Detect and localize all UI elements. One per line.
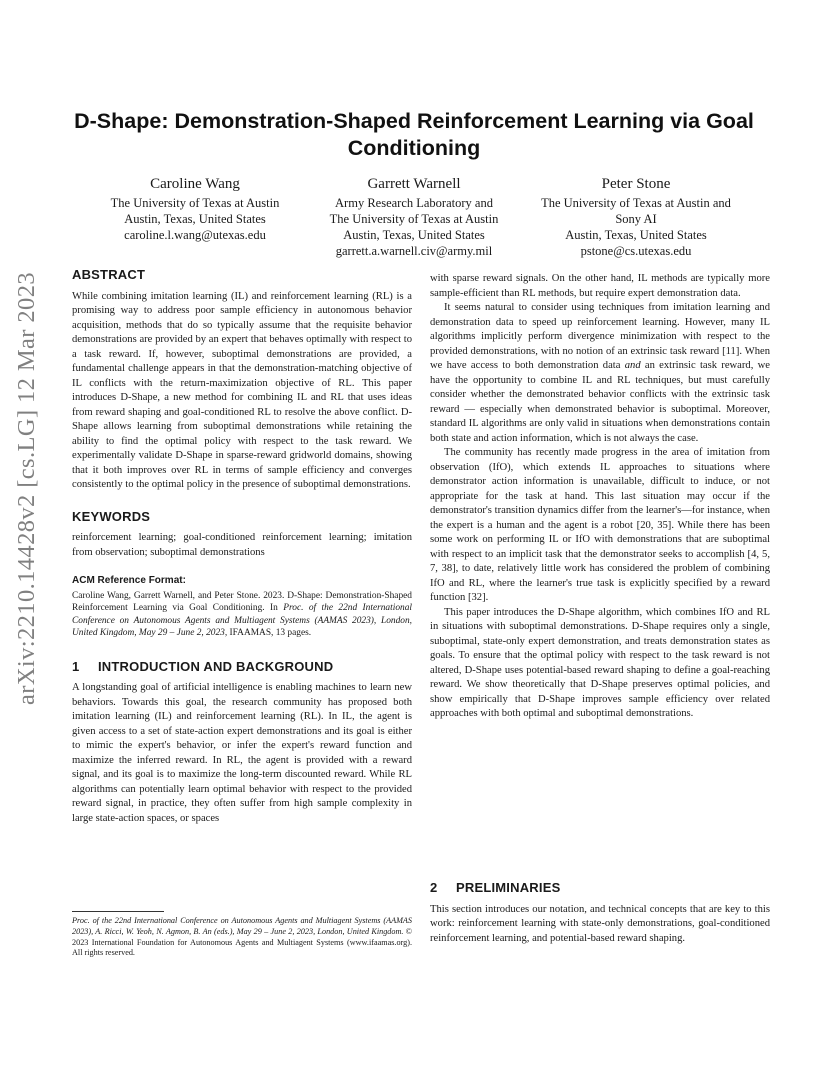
- abstract-heading: ABSTRACT: [72, 267, 146, 282]
- section-1-heading: [72, 660, 412, 675]
- author-email: garrett.a.warnell.civ@army.mil: [335, 244, 493, 258]
- paper-title: D-Shape: Demonstration-Shaped Reinforcement Learning via Goal Conditioning: [74, 109, 754, 160]
- keywords-text: reinforcement learning; goal-conditioned reinforcement learning; imitation from observation; suboptimal demonstrations: [72, 532, 412, 558]
- acm-ref-text: [72, 590, 412, 640]
- author-location: Austin, Texas, United States: [343, 228, 485, 242]
- section-title: INTRODUCTION AND BACKGROUND: [98, 658, 334, 674]
- section-number: 2: [430, 880, 438, 895]
- acm-ref-heading: ACM Reference Format:: [72, 575, 186, 586]
- emphasis: and: [624, 360, 641, 371]
- author-affiliation: Sony AI: [615, 212, 657, 226]
- author-name: Garrett Warnell: [367, 176, 461, 192]
- body-paragraph: with sparse reward signals. On the other hand, IL methods are typically more sample-efficient than RL methods, but require expert demonstration data.: [430, 273, 770, 299]
- footnote-divider: [72, 911, 164, 912]
- author-2: [313, 174, 515, 259]
- preliminaries-paragraph: This section introduces our notation, and technical concepts that are key to this work: reinforcement learning with state-only demonstrations, goal-conditioned reinforcement learning, and potential-based reward shaping.: [430, 903, 770, 944]
- intro-paragraph: A longstanding goal of artificial intelligence is enabling machines to learn new behaviors. Towards this goal, the research community has proposed both imitation learning (IL) and reinforcement learning (RL). In IL, the agent is given access to a set of state-action expert demonstrations and its goal is either to mimic the expert's behavior, or infer the expert's reward function and maximize the inferred reward. In RL, the agent is provided with a reward signal, and its goal is to maximize the long-term discounted reward. While RL algorithms can potentially learn optimal behavior with respect to the provided reward signal, in practice, they often suffer from high sample complexity in large state-action spaces, or spaces: [72, 682, 412, 824]
- keywords-heading: KEYWORDS: [72, 508, 151, 524]
- acm-ref-venue: Proc. of the 22nd International Conference on Autonomous Agents and Multiagent Systems (AAMAS 2023), London, United Kingdom, May 29 – June 2, 2023,: [72, 603, 412, 639]
- acm-ref-part: IFAAMAS, 13 pages.: [227, 628, 312, 639]
- footnote: [72, 916, 412, 959]
- section-number: 1: [72, 658, 80, 674]
- author-email: caroline.l.wang@utexas.edu: [124, 228, 266, 242]
- author-1: [95, 174, 295, 243]
- author-affiliation: The University of Texas at Austin: [110, 196, 280, 210]
- text-run: an extrinsic task reward, we have the opportunity to combine IL and RL techniques, but must carefully consider whether the demonstrated behavior conflicts with the extrinsic task reward — especially when demonstrated behavior is suboptimal. Moreover, standard IL algorithms are only valid in situations when demonstrations contain both state and action information, which is not always the case.: [430, 360, 770, 444]
- body-paragraph: This paper introduces the D-Shape algorithm, which combines IfO and RL in situations with suboptimal demonstrations. D-Shape requires only a single, suboptimal, state-only expert demonstration, and treats demonstration states as goals. To ensure that the optimal policy with respect to the task reward is not altered, D-Shape uses potential-based reward shaping to define a goal-reaching reward. We show theoretically that D-Shape preserves optimal policies, and show empirically that D-Shape improves sample efficiency over related approaches with both optimal and suboptimal demonstrations.: [430, 606, 770, 719]
- section-title: PRELIMINARIES: [456, 880, 561, 895]
- text-run: It seems natural to consider using techniques from imitation learning and demonstration data to speed up reinforcement learning. However, many IL algorithms implicitly perform divergence minimization with respect to the provided demonstrations, with no notion of an extrinsic task reward [11]. When we have access to both demonstration data: [430, 302, 770, 371]
- author-affiliation: The University of Texas at Austin and: [541, 196, 731, 210]
- author-location: Austin, Texas, United States: [565, 228, 707, 242]
- section-2-heading: [430, 881, 770, 896]
- arxiv-stamp: arXiv:2210.14428v2 [cs.LG] 12 Mar 2023: [13, 272, 40, 705]
- abstract-text: While combining imitation learning (IL) and reinforcement learning (RL) is a promising way to address poor sample efficiency in autonomous behavior acquisition, methods that do so typically assume that the requisite behavior demonstrations are provided by an expert that behaves optimally with respect to a task reward. If, however, suboptimal demonstrations are provided, a fundamental challenge appears in that the demonstration-matching objective of IL conflicts with the return-maximization objective of RL. This paper introduces D-Shape, a new method for combining IL and RL that uses ideas from reward shaping and goal-conditioned RL to resolve the above conflict. D-Shape allows learning from suboptimal demonstrations while retaining the ability to find the optimal policy with respect to the task reward. We experimentally validate D-Shape in sparse-reward gridworld domains, showing that it both improves over RL in terms of sample efficiency and converges consistently to the optimal policy in the presence of suboptimal demonstrations.: [72, 290, 412, 490]
- author-name: Caroline Wang: [150, 176, 240, 192]
- footnote-venue: Proc. of the 22nd International Conference on Autonomous Agents and Multiagent Systems (AAMAS 2023), A. Ricci, W. Yeoh, N. Agmon, B. An (eds.), May 29 – June 2, 2023, London, United Kingdom.: [72, 916, 412, 936]
- section-2: [430, 881, 770, 946]
- footnote-copyright: © 2023 International Foundation for Autonomous Agents and Multiagent Systems (www.ifaamas.org). All rights reserved.: [72, 926, 412, 958]
- author-affiliation: Army Research Laboratory and: [335, 196, 493, 210]
- author-location: Austin, Texas, United States: [124, 212, 266, 226]
- author-3: [530, 174, 742, 259]
- body-paragraph: [430, 301, 770, 446]
- acm-ref-part: Caroline Wang, Garrett Warnell, and Peter Stone. 2023. D-Shape: Demonstration-Shaped Reinforcement Learning via Goal Conditioning. In: [72, 590, 412, 614]
- author-name: Peter Stone: [601, 176, 671, 192]
- right-column: [430, 272, 770, 722]
- left-column: [72, 268, 412, 826]
- author-affiliation: The University of Texas at Austin: [329, 212, 499, 226]
- body-paragraph: The community has recently made progress in the area of imitation from observation (IfO), which extends IL approaches to situations where demonstrator action information is unavailable, difficult to induce, or not appropriate for the task at hand. This last situation may occur if the demonstrator's transition dynamics differ from the learner's—for instance, when the expert is a human and the agent is a robot [20, 35]. While there has been some work on performing IL or IfO with demonstrations that are suboptimal with respect to an implicit task that the demonstrator seeks to accomplish [4, 5, 7, 38], to date, relatively little work has considered the problem of combining IfO and RL, where the learner's true task is explicitly specified by a reward function [32].: [430, 447, 770, 603]
- author-email: pstone@cs.utexas.edu: [580, 244, 692, 258]
